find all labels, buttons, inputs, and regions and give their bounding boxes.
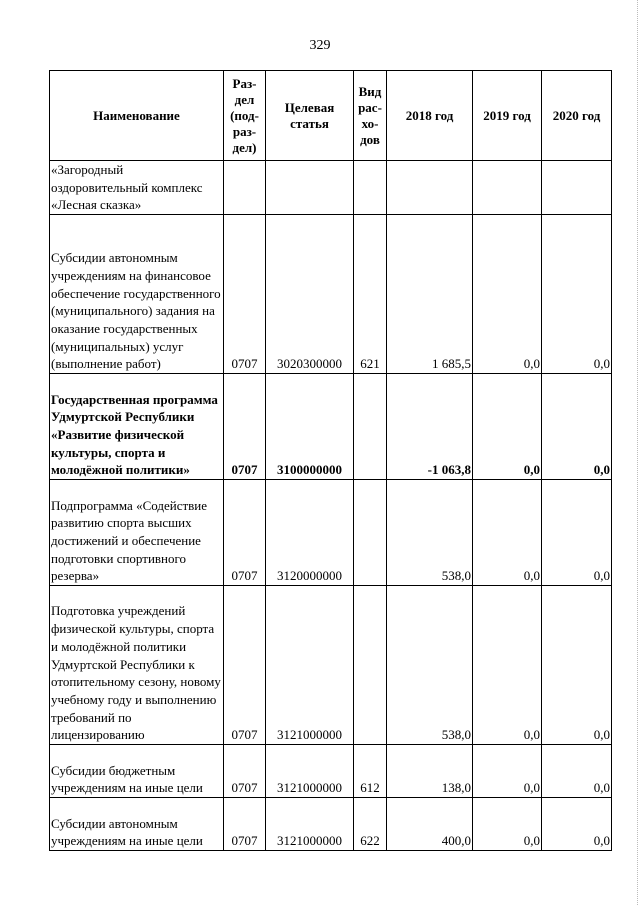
row-2018: 538,0 xyxy=(387,480,473,586)
row-name: Субсидии автономным учреждениям на иные цели xyxy=(50,798,224,851)
row-section: 0707 xyxy=(224,745,266,798)
row-2019: 0,0 xyxy=(473,798,542,851)
row-2019: 0,0 xyxy=(473,480,542,586)
row-2018: 400,0 xyxy=(387,798,473,851)
row-2018 xyxy=(387,161,473,215)
page-number: 329 xyxy=(309,38,331,53)
row-target: 3121000000 xyxy=(266,798,354,851)
header-2018: 2018 год xyxy=(387,71,473,161)
table-row xyxy=(50,215,612,374)
row-2020: 0,0 xyxy=(542,745,612,798)
row-target: 3020300000 xyxy=(266,215,354,374)
row-2019: 0,0 xyxy=(473,215,542,374)
table-row xyxy=(50,745,612,798)
row-expense: 612 xyxy=(354,745,387,798)
row-target: 3121000000 xyxy=(266,586,354,745)
row-name: Государственная программа Удмуртской Республики «Развитие физической культуры, спорта и молодёжной политики» xyxy=(50,374,224,480)
header-name: Наименование xyxy=(50,71,224,161)
row-expense: 622 xyxy=(354,798,387,851)
table-row xyxy=(50,586,612,745)
row-target: 3100000000 xyxy=(266,374,354,480)
row-name: Подготовка учреждений физической культуры, спорта и молодёжной политики Удмуртской Республики к отопительному сезону, новому учебному году и выполнению требований по лицензированию xyxy=(50,586,224,745)
row-name: Субсидии бюджетным учреждениям на иные цели xyxy=(50,745,224,798)
row-2018: 1 685,5 xyxy=(387,215,473,374)
header-section: Раз- дел (под- раз- дел) xyxy=(224,71,266,161)
table-row xyxy=(50,480,612,586)
row-2020: 0,0 xyxy=(542,215,612,374)
row-2018: 138,0 xyxy=(387,745,473,798)
row-2019: 0,0 xyxy=(473,374,542,480)
table-row xyxy=(50,798,612,851)
page-edge-mark xyxy=(637,0,638,905)
row-2019: 0,0 xyxy=(473,586,542,745)
row-section: 0707 xyxy=(224,374,266,480)
row-target: 3120000000 xyxy=(266,480,354,586)
row-expense xyxy=(354,374,387,480)
row-2018: 538,0 xyxy=(387,586,473,745)
header-expense: Вид рас- хо- дов xyxy=(354,71,387,161)
row-2020: 0,0 xyxy=(542,798,612,851)
row-section: 0707 xyxy=(224,215,266,374)
row-expense xyxy=(354,480,387,586)
row-target xyxy=(266,161,354,215)
header-2020: 2020 год xyxy=(542,71,612,161)
row-target: 3121000000 xyxy=(266,745,354,798)
row-2020 xyxy=(542,161,612,215)
row-name: «Загородный оздоровительный комплекс «Лесная сказка» xyxy=(50,161,224,215)
header-2019: 2019 год xyxy=(473,71,542,161)
row-section: 0707 xyxy=(224,798,266,851)
row-2019 xyxy=(473,161,542,215)
row-expense xyxy=(354,161,387,215)
row-2018: -1 063,8 xyxy=(387,374,473,480)
row-expense: 621 xyxy=(354,215,387,374)
table-row xyxy=(50,374,612,480)
row-2020: 0,0 xyxy=(542,480,612,586)
table-header-row xyxy=(50,71,612,161)
row-2020: 0,0 xyxy=(542,374,612,480)
row-section xyxy=(224,161,266,215)
row-name: Субсидии автономным учреждениям на финансовое обеспечение государственного (муниципального) задания на оказание государственных (муниципальных) услуг (выполнение работ) xyxy=(50,215,224,374)
row-2019: 0,0 xyxy=(473,745,542,798)
table-row xyxy=(50,161,612,215)
row-expense xyxy=(354,586,387,745)
row-section: 0707 xyxy=(224,586,266,745)
budget-table xyxy=(49,70,612,851)
header-target: Целевая статья xyxy=(266,71,354,161)
row-name: Подпрограмма «Содействие развитию спорта высших достижений и обеспечение подготовки спортивного резерва» xyxy=(50,480,224,586)
row-section: 0707 xyxy=(224,480,266,586)
row-2020: 0,0 xyxy=(542,586,612,745)
